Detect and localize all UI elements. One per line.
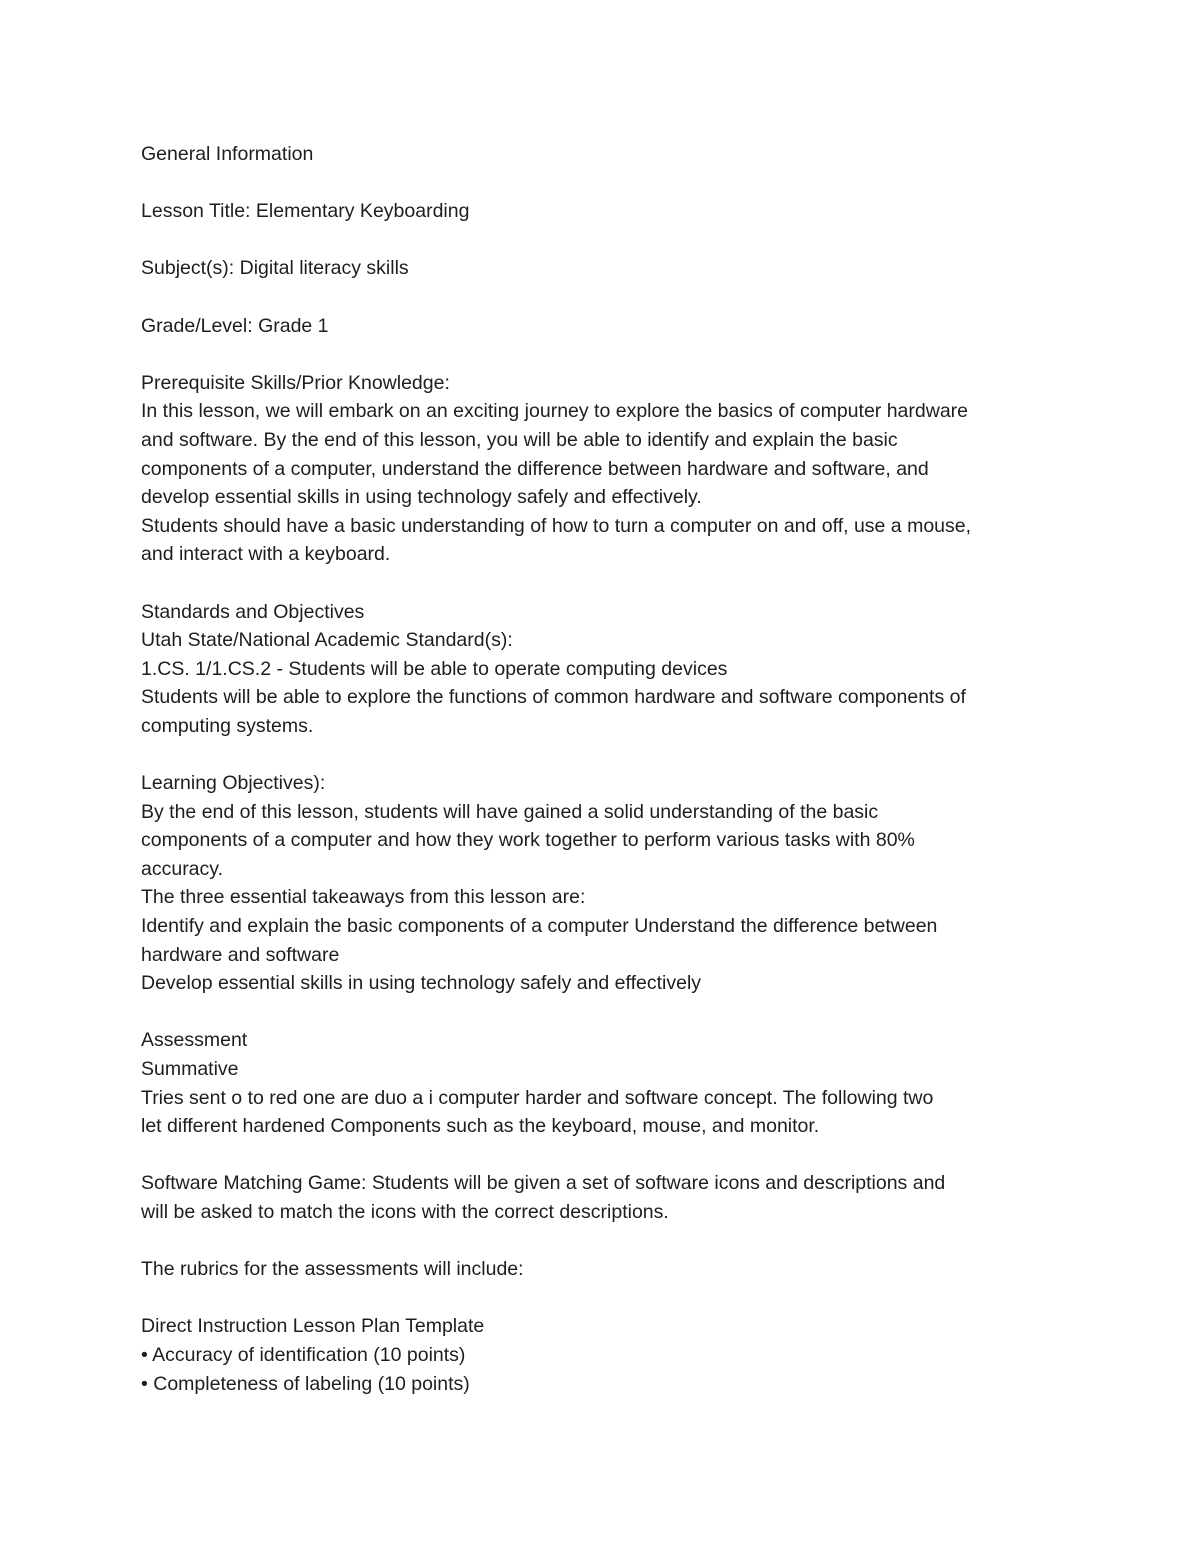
learning-objectives-line: By the end of this lesson, students will have gained a solid understanding of the basic xyxy=(141,800,879,823)
prerequisite-line: components of a computer, understand the difference between hardware and software, and xyxy=(141,457,929,480)
software-game-line: Software Matching Game: Students will be given a set of software icons and descriptions and xyxy=(141,1172,946,1195)
summative-line: let different hardened Components such as the keyboard, mouse, and monitor. xyxy=(141,1115,820,1138)
prerequisite-line: and software. By the end of this lesson, you will be able to identify and explain the basic xyxy=(141,428,898,451)
document-body xyxy=(141,140,1071,1398)
lesson-title: Lesson Title: Elementary Keyboarding xyxy=(141,200,470,223)
standards-line: Students will be able to explore the functions of common hardware and software components of xyxy=(141,686,966,709)
standards-line: Utah State/National Academic Standard(s): xyxy=(141,629,513,652)
rubric-item: • Accuracy of identification (10 points) xyxy=(141,1343,466,1366)
standards-heading: Standards and Objectives xyxy=(141,600,365,623)
spacer xyxy=(141,1227,1071,1256)
general-information-heading: General Information xyxy=(141,143,314,165)
standards-line: 1.CS. 1/1.CS.2 - Students will be able to operate computing devices xyxy=(141,657,728,680)
prerequisite-line: develop essential skills in using technology safely and effectively. xyxy=(141,486,702,509)
prerequisite-line: and interact with a keyboard. xyxy=(141,543,391,566)
spacer xyxy=(141,1141,1071,1170)
spacer xyxy=(141,226,1071,255)
template-heading: Direct Instruction Lesson Plan Template xyxy=(141,1315,485,1338)
prerequisite-heading: Prerequisite Skills/Prior Knowledge: xyxy=(141,371,450,394)
assessment-heading: Assessment xyxy=(141,1029,248,1052)
summative-line: Tries sent o to red one are duo a i computer harder and software concept. The following two xyxy=(141,1086,934,1109)
spacer xyxy=(141,998,1071,1027)
spacer xyxy=(141,283,1071,312)
summative-heading: Summative xyxy=(141,1058,239,1080)
subjects: Subject(s): Digital literacy skills xyxy=(141,257,409,280)
learning-objectives-line: Identify and explain the basic components of a computer Understand the difference between xyxy=(141,915,938,938)
software-game-line: will be asked to match the icons with the correct descriptions. xyxy=(141,1200,669,1223)
spacer xyxy=(141,569,1071,598)
spacer xyxy=(141,1284,1071,1313)
learning-objectives-line: The three essential takeaways from this lesson are: xyxy=(141,886,586,909)
learning-objectives-heading: Learning Objectives): xyxy=(141,772,326,795)
learning-objectives-line: components of a computer and how they work together to perform various tasks with 80% xyxy=(141,829,915,852)
spacer xyxy=(141,740,1071,769)
learning-objectives-line: hardware and software xyxy=(141,943,340,966)
learning-objectives-line: accuracy. xyxy=(141,857,223,880)
learning-objectives-line: Develop essential skills in using technology safely and effectively xyxy=(141,972,702,995)
rubric-item: • Completeness of labeling (10 points) xyxy=(141,1372,470,1395)
prerequisite-line: Students should have a basic understanding of how to turn a computer on and off, use a mouse, xyxy=(141,514,972,537)
prerequisite-line: In this lesson, we will embark on an exciting journey to explore the basics of computer hardware xyxy=(141,400,968,423)
grade-level: Grade/Level: Grade 1 xyxy=(141,314,329,337)
spacer xyxy=(141,169,1071,198)
rubrics-intro: The rubrics for the assessments will include: xyxy=(141,1258,524,1281)
spacer xyxy=(141,340,1071,369)
standards-line: computing systems. xyxy=(141,714,314,737)
